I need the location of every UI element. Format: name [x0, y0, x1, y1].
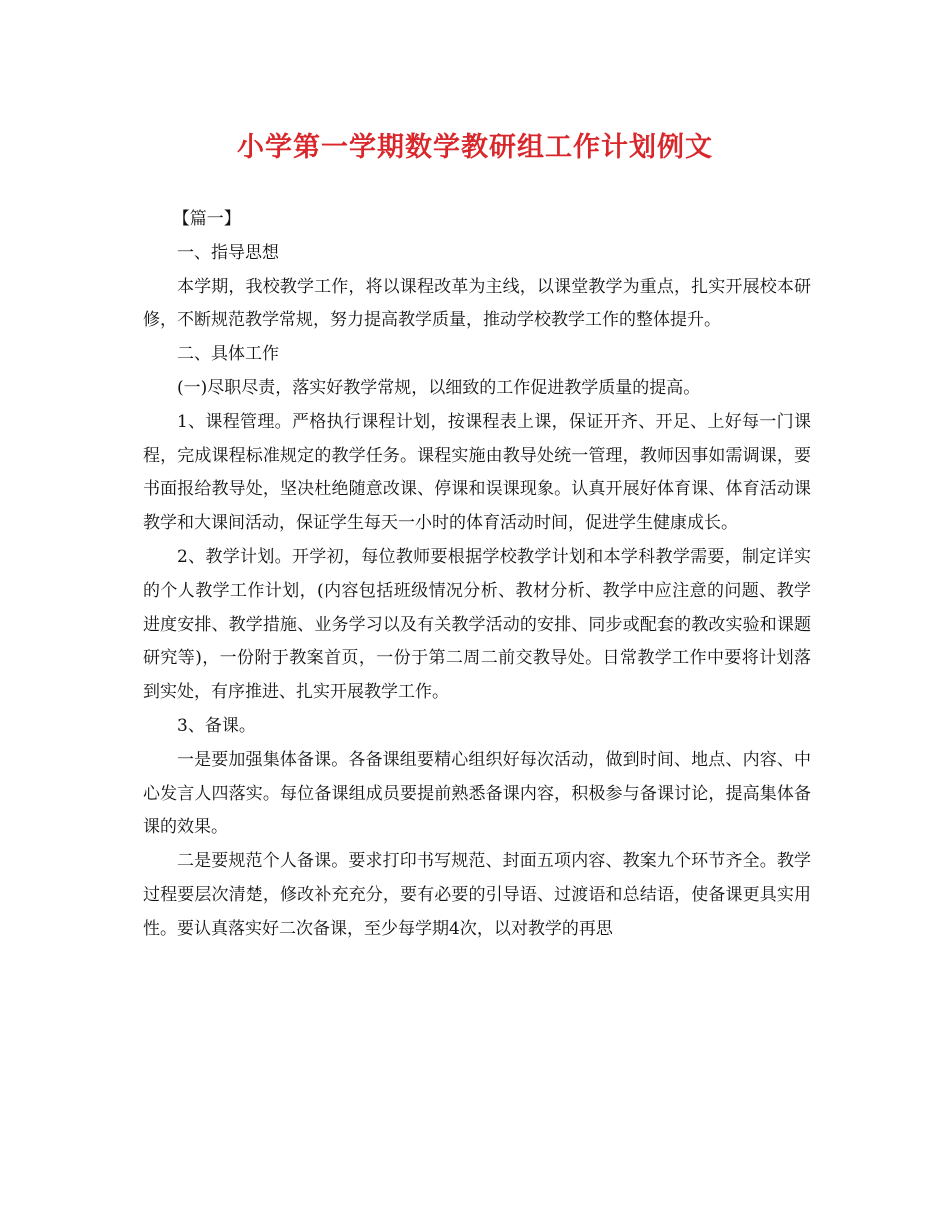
heading-lesson-prep: 3、备课。: [177, 715, 256, 736]
paragraph-teaching-plan: 2、教学计划。开学初，每位教师要根据学校教学计划和本学科教学需要，制定详实的个人教学工作计划，(内容包括班级情况分析、教材分析、教学中应注意的问题、教学进度安排、教学措施、业务学习以及有关教学活动的安排、同步或配套的教改实验和课题研究等)，一份附于教案首页，一份于第二周二前交教导处。日常教学工作中要将计划落到实处，有序推进、扎实开展教学工作。: [143, 546, 811, 703]
heading-specific-work: 二、具体工作: [177, 344, 279, 365]
subheading-teaching-routine: (一)尽职尽责，落实好教学常规，以细致的工作促进教学质量的提高。: [177, 377, 701, 398]
paragraph-guiding-thought: 本学期，我校教学工作，将以课程改革为主线，以课堂教学为重点，扎实开展校本研修，不断规范教学常规，努力提高教学质量，推动学校教学工作的整体提升。: [143, 276, 811, 331]
heading-guiding-thought: 一、指导思想: [177, 242, 279, 263]
document-body: [143, 203, 811, 947]
paragraph-collective-prep: 一是要加强集体备课。各备课组要精心组织好每次活动，做到时间、地点、内容、中心发言人四落实。每位备课组成员要提前熟悉备课内容，积极参与备课讨论，提高集体备课的效果。: [143, 749, 811, 838]
section-marker: 【篇一】: [172, 209, 241, 229]
document-title: 小学第一学期数学教研组工作计划例文: [237, 132, 713, 163]
paragraph-individual-prep: 二是要规范个人备课。要求打印书写规范、封面五项内容、教案九个环节齐全。教学过程要层次清楚，修改补充充分，要有必要的引导语、过渡语和总结语，使备课更具实用性。要认真落实好二次备课，至少每学期4次，以对教学的再思: [143, 851, 811, 939]
paragraph-course-management: 1、课程管理。严格执行课程计划，按课程表上课，保证开齐、开足、上好每一门课程，完成课程标准规定的教学任务。课程实施由教导处统一管理，教师因事如需调课，要书面报给教导处，坚决杜绝随意改课、停课和误课现象。认真开展好体育课、体育活动课教学和大课间活动，保证学生每天一小时的体育活动时间，促进学生健康成长。: [143, 411, 811, 534]
